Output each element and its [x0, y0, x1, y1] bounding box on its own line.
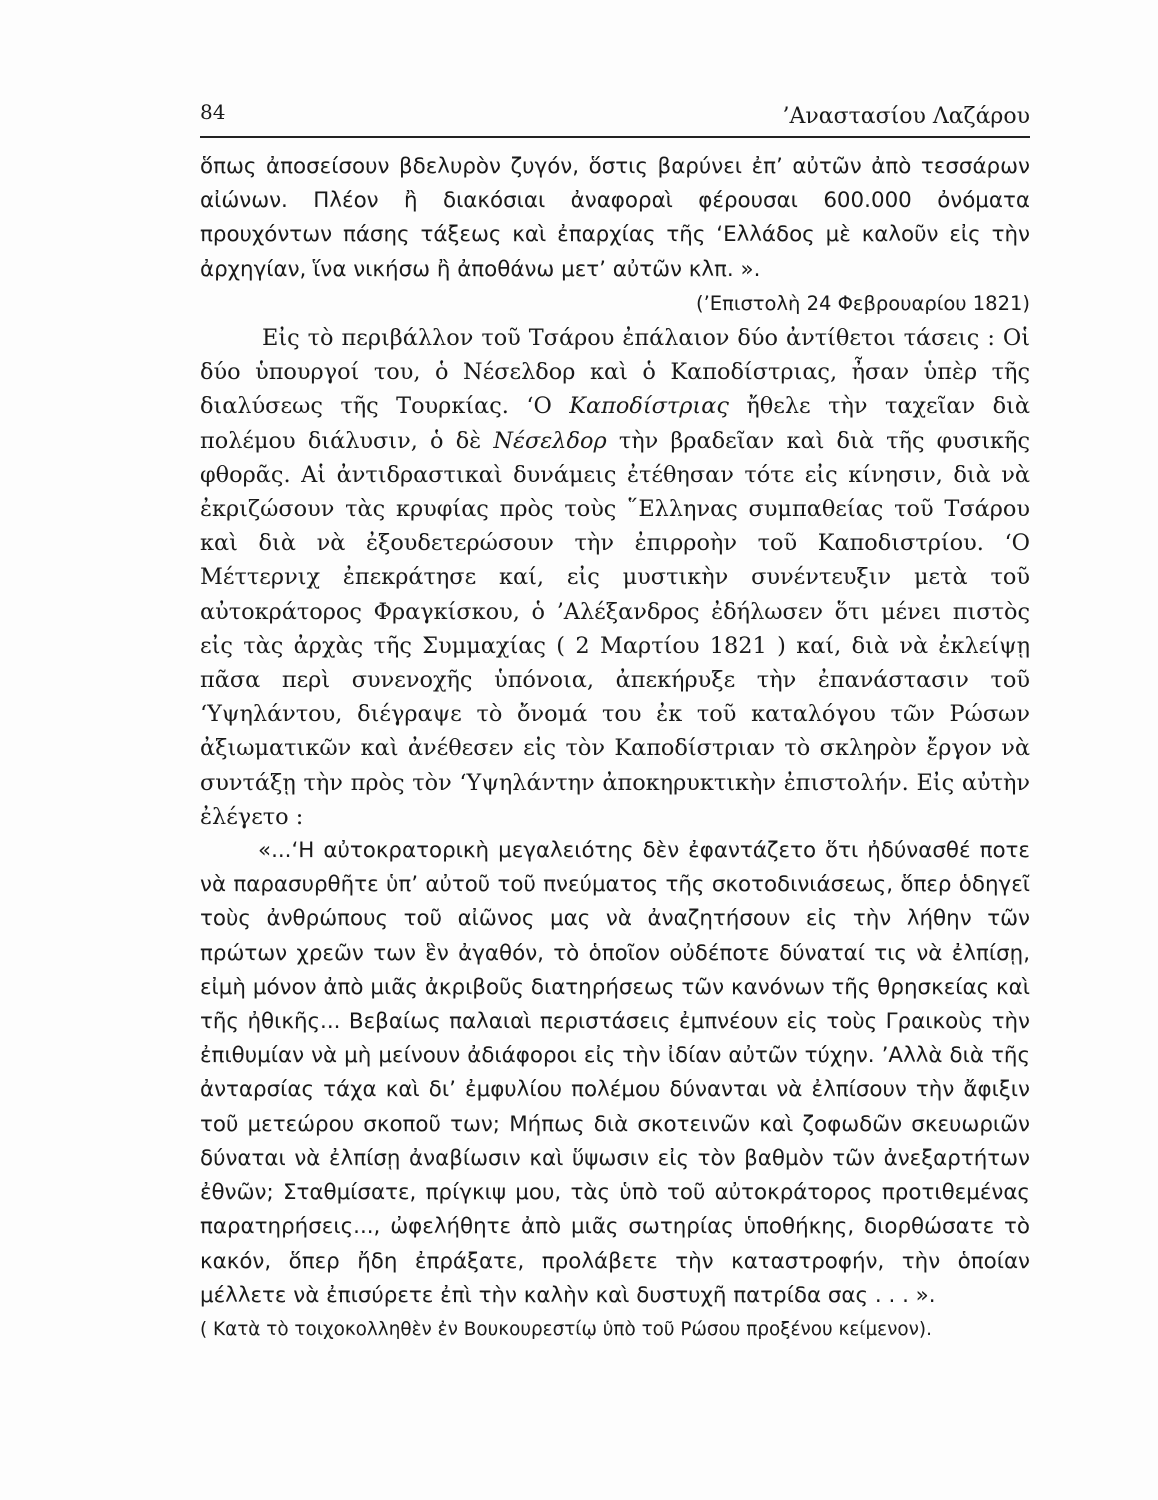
letter-citation: (’Επιστολὴ 24 Φεβρουαρίου 1821) — [695, 291, 1030, 315]
main-paragraph — [200, 321, 1030, 834]
paragraph-text: τὴν βραδεῖαν καὶ διὰ τῆς φυσικῆς φθορᾶς. Αἱ ἀντιδραστικαὶ δυνάμεις ἐτέθησαν τότε εἰς κίνησιν, διὰ νὰ ἐκριζώσουν τὰς κρυφίας πρὸς τοὺς ῞Ελληνας συμπαθείας τοῦ Τσάρου καὶ διὰ νὰ ἐξουδετερώσουν τὴν ἐπιρροὴν τοῦ Καποδιστρίου. ‘Ο Μέττερνιχ ἐπεκράτησε καί, εἰς μυστικὴν συνέντευξιν μετὰ τοῦ αὐτοκράτορος Φραγκίσκου, ὁ ’Αλέξανδρος ἐδήλωσεν ὅτι μένει πιστὸς εἰς τὰς ἀρχὰς τῆς Συμμαχίας ( 2 Μαρτίου 1821 ) καί, διὰ νὰ ἐκλείψῃ πᾶσα περὶ συνενοχῆς ὑπόνοια, ἀπεκήρυξε τὴν ἐπανάστασιν τοῦ ‘Υψηλάντου, διέγραψε τὸ ὄνομά του ἐκ τοῦ καταλόγου τῶν Ρώσων ἀξιωματικῶν καὶ ἀνέθεσεν εἰς τὸν Καποδίστριαν τὸ σκληρὸν ἔργον νὰ συντάξῃ τὴν πρὸς τὸν ‘Υψηλάντην ἀποκηρυκτικὴν ἐπιστολήν. Εἰς αὐτὴν ἐλέγετο : — [200, 427, 1030, 830]
paragraph-text: ἤθελε τὴν ταχεῖαν διὰ πολέμου διάλυσιν, ὁ δὲ — [200, 393, 1031, 454]
quoted-proclamation: «...‘Η αὐτοκρατορικὴ μεγαλειότης δὲν ἐφαντάζετο ὅτι ἠδύνασθέ ποτε νὰ παρασυρθῆτε ὑπ’ αὐτοῦ τοῦ πνεύματος τῆς σκοτοδινιάσεως, ὅπερ ὁδηγεῖ τοὺς ἀνθρώπους τοῦ αἰῶνος μας νὰ ἀναζητήσουν εἰς τὴν λήθην τῶν πρώτων χρεῶν των ἓν ἀγαθόν, τὸ ὁποῖον οὐδέποτε δύναταί τις νὰ ἐλπίσῃ, εἰμὴ μόνον ἀπὸ μιᾶς ἀκριβοῦς διατηρήσεως τῶν κανόνων τῆς θρησκείας καὶ τῆς ἠθικῆς... Βεβαίως παλαιαὶ περιστάσεις ἐμπνέουν εἰς τοὺς Γραικοὺς τὴν ἐπιθυμίαν νὰ μὴ μείνουν ἀδιάφοροι εἰς τὴν ἰδίαν αὐτῶν τύχην. ’Αλλὰ διὰ τῆς ἀνταρσίας τάχα καὶ δι’ ἐμφυλίου πολέμου δύνανται νὰ ἐλπίσουν τὴν ἄφιξιν τοῦ μετεώρου σκοποῦ των; Μήπως διὰ σκοτεινῶν καὶ ζοφωδῶν σκευωριῶν δύναται νὰ ἐλπίσῃ ἀναβίωσιν καὶ ὕψωσιν εἰς τὸν βαθμὸν τῶν ἀνεξαρτήτων ἐθνῶν; Σταθμίσατε, πρίγκιψ μου, τὰς ὑπὸ τοῦ αὐτοκράτορος προτιθεμένας παρατηρήσεις..., ὠφελήθητε ἀπὸ μιᾶς σωτηρίας ὑποθήκης, διορθώσατε τὸ κακόν, ὅπερ ἤδη ἐπράξατε, προλάβετε τὴν καταστροφήν, τὴν ὁποίαν μέλλετε νὰ ἐπισύρετε ἐπὶ τὴν καλὴν καὶ δυστυχῆ πατρίδα σας . . . ». — [200, 838, 1030, 1308]
name-kapodistrias: Καποδίστριας — [569, 393, 729, 420]
running-header — [200, 96, 1030, 138]
running-title: ’Αναστασίου Λαζάρου — [782, 104, 1030, 129]
letter-excerpt: ὅπως ἀποσείσουν βδελυρὸν ζυγόν, ὅστις βαρύνει ἐπ’ αὐτῶν ἀπὸ τεσσάρων αἰώνων. Πλέον ἢ διακόσιαι ἀναφοραὶ φέρουσαι 600.000 ὀνόματα προυχόντων πάσης τάξεως καὶ ἐπαρχίας τῆς ‘Ελλάδος μὲ καλοῦν εἰς τὴν ἀρχηγίαν, ἵνα νικήσω ἢ ἀποθάνω μετ’ αὐτῶν κλπ. ». — [200, 154, 1030, 282]
name-neseldor: Νέσελδορ — [493, 427, 607, 454]
body-text — [200, 150, 1030, 1347]
page-number: 84 — [200, 100, 226, 124]
paragraph-text: Εἰς τὸ περιβάλλον τοῦ Τσάρου ἐπάλαιον δύο ἀντίθετοι τάσεις : Οἱ δύο ὑπουργοί του, ὁ Νέσελδορ καὶ ὁ Καποδίστριας, ἦσαν ὑπὲρ τῆς διαλύσεως τῆς Τουρκίας. ‘Ο — [200, 325, 1030, 420]
quote-citation: ( Κατὰ τὸ τοιχοκολληθὲν ἐν Βουκουρεστίῳ ὑπὸ τοῦ Ρώσου προξένου κείμενον). — [200, 1318, 932, 1340]
